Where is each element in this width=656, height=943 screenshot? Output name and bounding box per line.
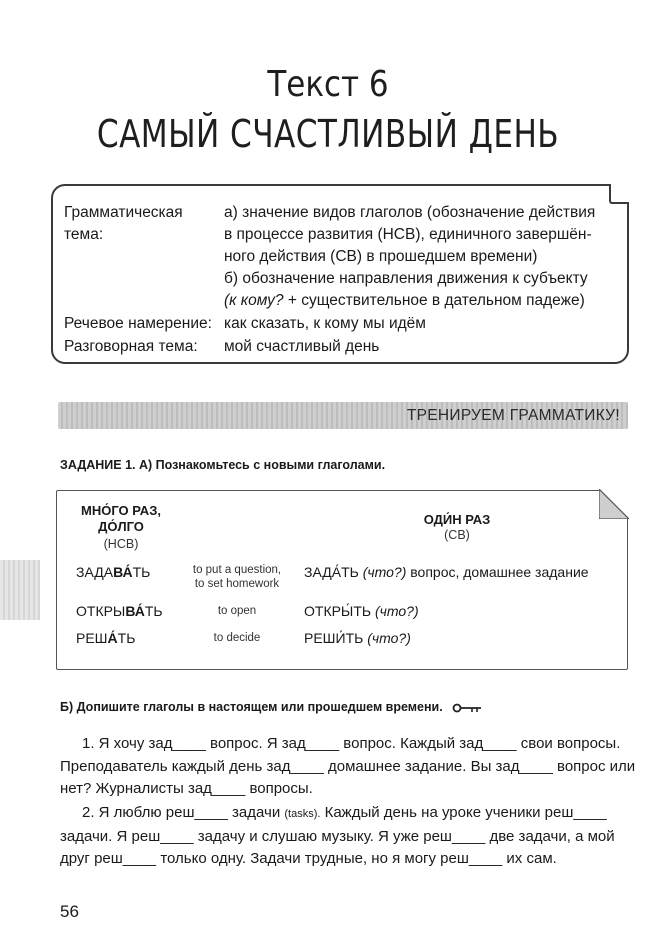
imperfective-header-line1: МНО́ГО РАЗ,	[81, 503, 161, 518]
exercise-2-line3: друг реш____ только одну. Задачи трудные, но я могу реш____ их сам.	[60, 850, 557, 867]
grammar-topic-a-line1: а) значение видов глаголов (обозначение действия	[224, 204, 596, 221]
page-number: 56	[60, 902, 79, 921]
verb-perfective-otkryt: ОТКРЫ́ТЬ (что?)	[304, 603, 419, 619]
grammar-topic-b-line2	[224, 290, 585, 313]
text-number-title: Текст 6	[267, 64, 389, 105]
grammar-topic-label: Грамматическая	[64, 204, 183, 221]
exercise-1-line1: 1. Я хочу зад____ вопрос. Я зад____ вопрос. Каждый зад____ свои вопросы.	[82, 735, 621, 752]
gloss-otkryvat: to open	[217, 605, 257, 617]
perfective-header: ОДИ́Н РАЗ	[423, 512, 491, 527]
section-band	[58, 402, 628, 429]
conversation-topic-label: Разговорная тема:	[64, 338, 198, 355]
exercise-1	[60, 733, 636, 801]
key-icon	[452, 703, 482, 713]
grammar-topic-label-2: тема:	[64, 226, 104, 243]
perfective-aspect-label: (СВ)	[444, 528, 470, 542]
box-corner-notch	[609, 184, 629, 204]
conversation-topic-value: мой счастливый день	[224, 338, 380, 355]
gloss-reshat: to decide	[213, 632, 261, 644]
grammar-topic-a-line2: в процессе развития (НСВ), единичного завершён-	[224, 226, 592, 243]
exercise-2-line1: 2. Я люблю реш____ задачи (tasks). Каждый день на уроке ученики реш____	[82, 804, 607, 821]
page-fold-icon	[599, 489, 629, 519]
verb-perfective-reshit: РЕШИ́ТЬ (что?)	[304, 630, 411, 646]
verb-perfective-zadat: ЗАДА́ТЬ (что?) вопрос, домашнее задание	[304, 564, 589, 580]
verb-imperfective-reshat: РЕША́ТЬ	[76, 630, 136, 646]
margin-stripe	[0, 560, 40, 620]
exercise-2-line2: задачи. Я реш____ задачу и слушаю музыку. Я уже реш____ две задачи, а мой	[60, 827, 615, 845]
task-1b-heading: Б) Допишите глаголы в настоящем или прошедшем времени.	[60, 700, 482, 714]
task-1a-heading: ЗАДАНИЕ 1. А) Познакомьтесь с новыми глаголами.	[60, 458, 386, 472]
verb-imperfective-zadavat: ЗАДАВА́ТЬ	[76, 564, 151, 580]
section-band-label: ТРЕНИРУЕМ ГРАММАТИКУ!	[406, 407, 620, 424]
imperfective-aspect-label: (НСВ)	[103, 537, 139, 551]
grammar-topic-b-line1: б) обозначение направления движения к субъекту	[224, 270, 588, 287]
gloss-zadavat: to put a question, to set homework	[192, 564, 282, 590]
speech-intent-value: как сказать, к кому мы идём	[224, 315, 426, 332]
exercise-1-line2: Преподаватель каждый день зад____ домашнее задание. Вы зад____ вопрос или	[60, 757, 636, 775]
grammar-topic-a-line3: ного действия (СВ) в прошедшем времени)	[224, 248, 538, 265]
imperfective-header-line2: ДО́ЛГО	[98, 519, 144, 534]
chapter-title: САМЫЙ СЧАСТЛИВЫЙ ДЕНЬ	[96, 112, 560, 156]
dative-rule: + существительное в дательном падеже)	[283, 292, 585, 309]
dative-question: (к кому?	[224, 292, 284, 309]
verb-imperfective-otkryvat: ОТКРЫВА́ТЬ	[76, 603, 163, 619]
speech-intent-label: Речевое намерение:	[64, 315, 212, 332]
exercise-2	[60, 802, 632, 871]
exercise-1-line3: нет? Журналисты зад____ вопросы.	[60, 780, 313, 797]
